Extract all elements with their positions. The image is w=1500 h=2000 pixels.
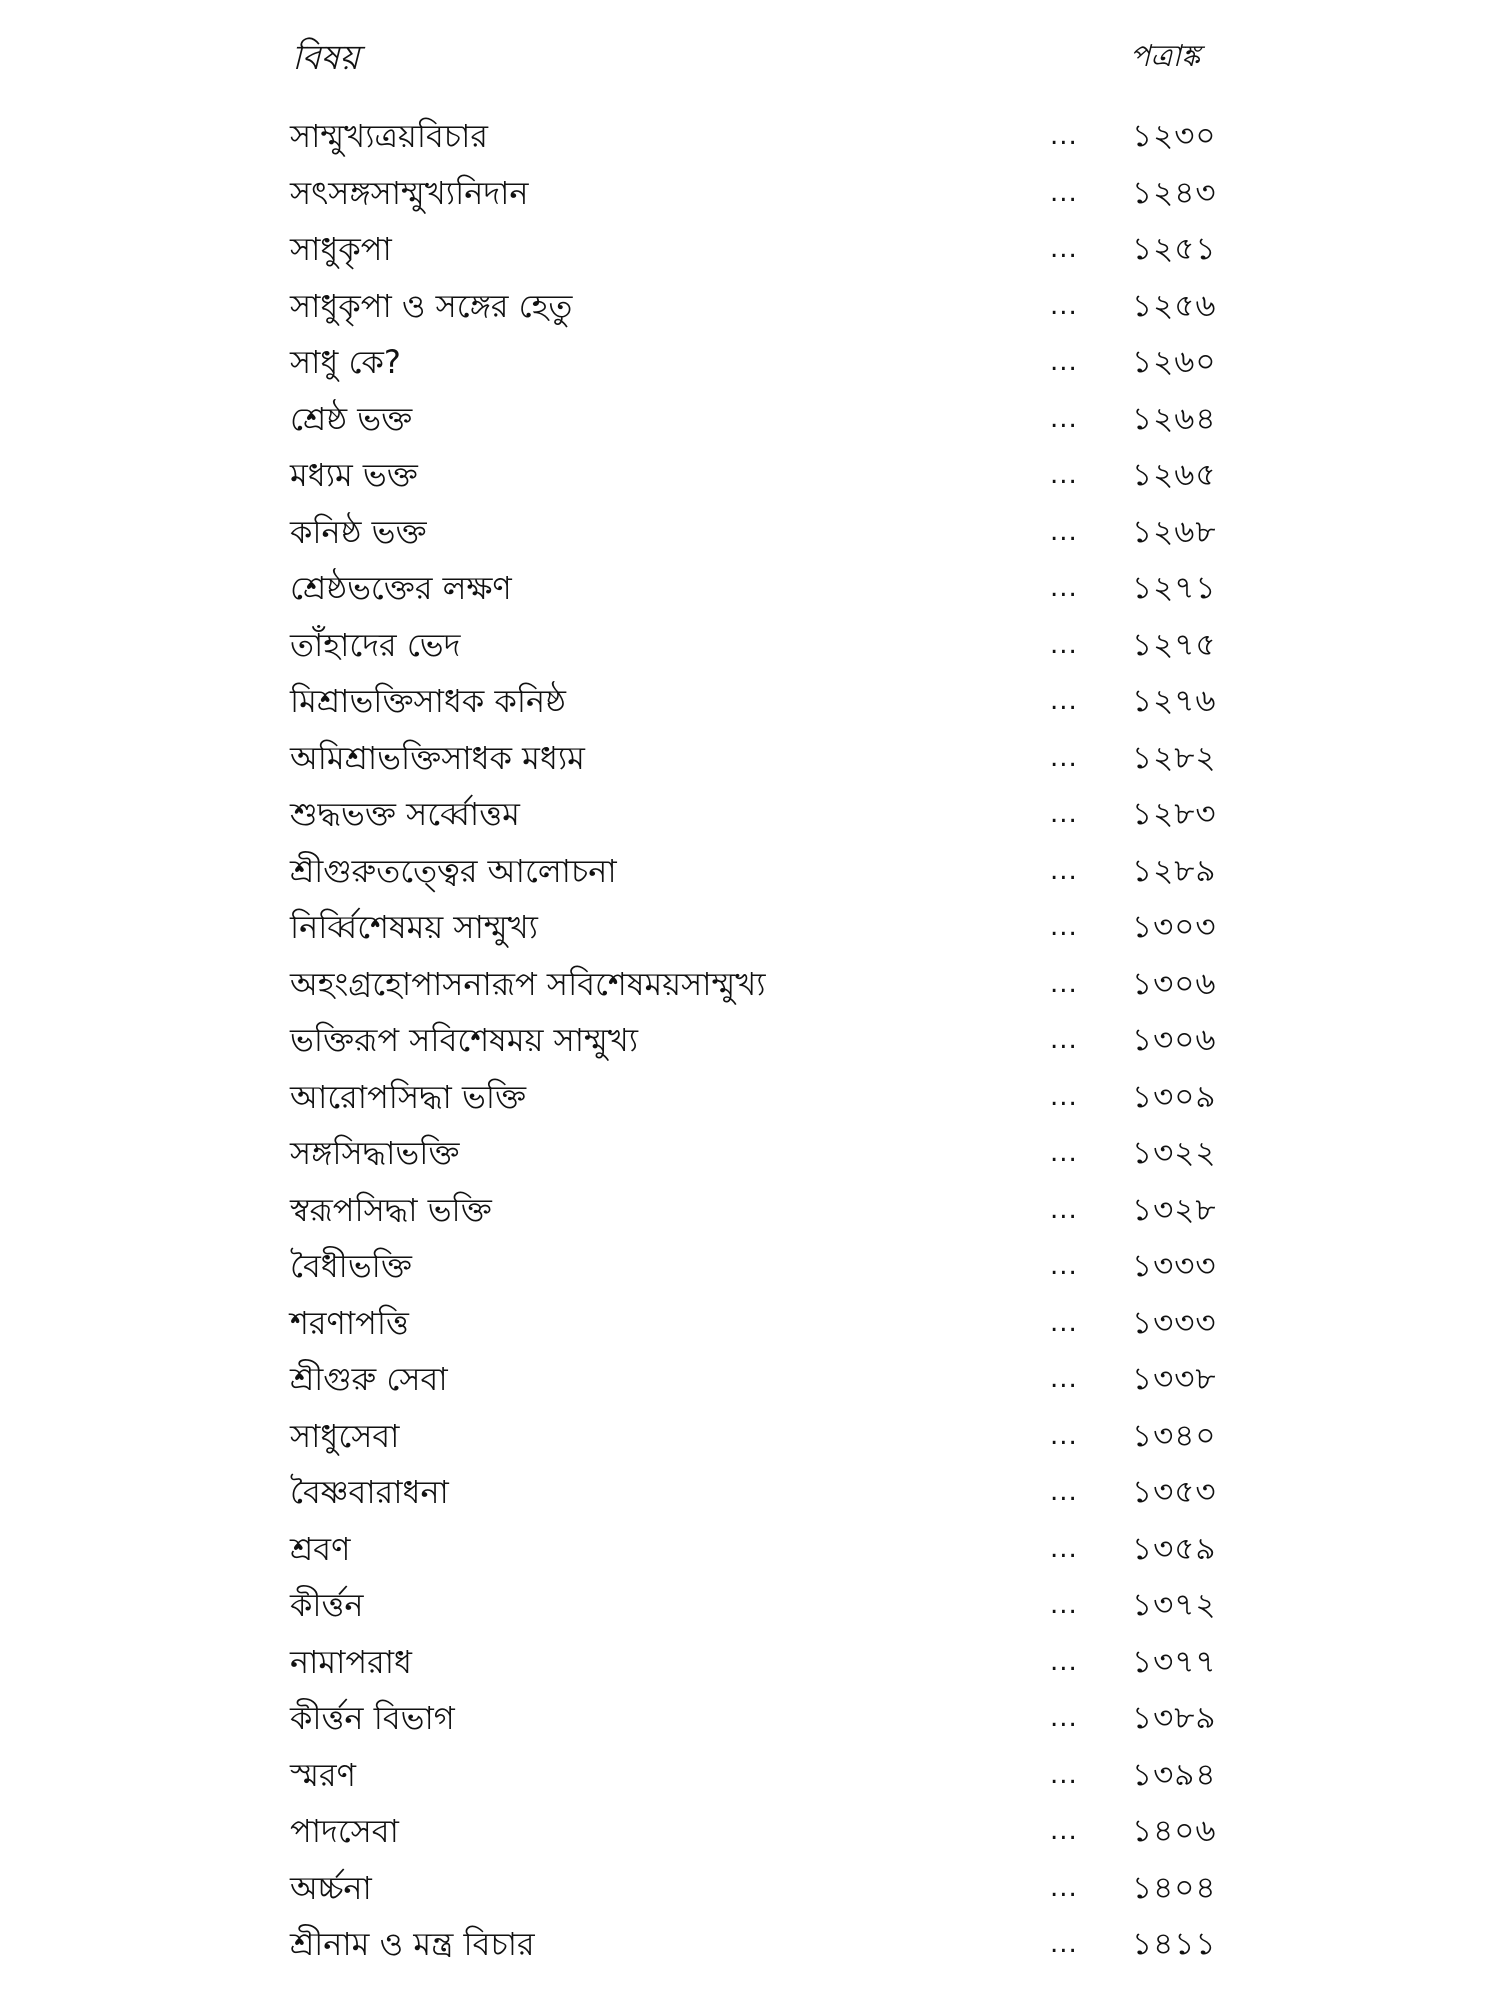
toc-entry-page-number: ১৪০৬ (1132, 1813, 1217, 1849)
toc-entry-title: শ্রেষ্ঠভক্তের লক্ষণ (290, 569, 512, 607)
toc-entry (0, 1638, 1500, 1695)
dot-leader: ... (1050, 234, 1078, 264)
dot-leader: ... (1050, 1929, 1078, 1959)
toc-entry-title: শুদ্ধভক্ত সর্ব্বোত্তম (290, 795, 520, 833)
toc-entry-page-number: ১৩৭২ (1132, 1587, 1217, 1623)
toc-entry (0, 508, 1500, 565)
toc-entry (0, 677, 1500, 734)
toc-entry-page-number: ১৪০৪ (1132, 1869, 1217, 1906)
toc-entry-page-number: ১২৮২ (1132, 739, 1217, 776)
toc-entry-title: ভক্তিরূপ সবিশেষময় সাম্মুখ্য (290, 1021, 639, 1059)
dot-leader: ... (1050, 855, 1078, 886)
toc-entry-title: নির্ব্বিশেষময় সাম্মুখ্য (290, 908, 538, 946)
toc-entry (0, 1751, 1500, 1808)
toc-entry (0, 225, 1500, 282)
toc-entry-page-number: ১৩৩৩ (1132, 1248, 1217, 1284)
dot-leader: ... (1050, 1533, 1078, 1564)
toc-entry (0, 1412, 1500, 1469)
toc-entry-page-number: ১২৫১ (1132, 231, 1217, 267)
toc-entry-page-number: ১২৭১ (1132, 570, 1217, 606)
toc-entry-page-number: ১২৪৩ (1132, 174, 1217, 211)
toc-entry (0, 1920, 1500, 1977)
toc-entry (0, 1129, 1500, 1186)
toc-entry-title: বৈধীভক্তি (290, 1247, 412, 1285)
toc-entry (0, 564, 1500, 621)
toc-entry-page-number: ১৩০৬ (1132, 965, 1217, 1002)
toc-entry-title: মিশ্রাভক্তিসাধক কনিষ্ঠ (290, 682, 566, 720)
toc-entry-title: সাধুকৃপা ও সঙ্গের হেতু (290, 286, 573, 325)
toc-entry-page-number: ১৩২৮ (1132, 1191, 1217, 1228)
dot-leader: ... (1050, 912, 1078, 942)
toc-entry (0, 1016, 1500, 1073)
toc-entry-title: অহংগ্রহোপাসনারূপ সবিশেষময়সাম্মুখ্য (290, 964, 766, 1003)
toc-entry-page-number: ১৩৪০ (1132, 1417, 1217, 1454)
toc-entry-title: অর্চ্চনা (290, 1868, 372, 1907)
dot-leader: ... (1050, 403, 1078, 434)
toc-entry-page-number: ১২৬৮ (1132, 513, 1217, 550)
toc-entry (0, 960, 1500, 1017)
toc-entry-page-number: ১৩০৩ (1132, 909, 1217, 945)
toc-entry (0, 1242, 1500, 1299)
toc-entry-page-number: ১৩৫৯ (1132, 1530, 1217, 1567)
toc-entry-title: শ্রীগুরুতত্ত্বের আলোচনা (290, 851, 617, 890)
toc-entry-title: কীর্ত্তন বিভাগ (290, 1699, 455, 1737)
toc-entry-page-number: ১২৮৩ (1132, 796, 1217, 832)
toc-entry (0, 1299, 1500, 1356)
toc-entry-title: শ্রীগুরু সেবা (290, 1360, 448, 1398)
dot-leader: ... (1050, 290, 1078, 321)
toc-entry (0, 451, 1500, 508)
toc-entry-title: স্বরূপসিদ্ধা ভক্তি (290, 1190, 492, 1229)
toc-entry (0, 1864, 1500, 1921)
toc-entry (0, 734, 1500, 791)
toc-entry-title: পাদসেবা (290, 1812, 399, 1850)
toc-entry-title: শ্রবণ (290, 1529, 351, 1568)
page-column-header: পত্রাঙ্ক (1130, 39, 1200, 74)
toc-entry (0, 169, 1500, 226)
dot-leader: ... (1050, 1025, 1078, 1055)
toc-entry-title: সাধুকৃপা (290, 230, 392, 268)
toc-entry (0, 1186, 1500, 1243)
toc-entry-page-number: ১৩৮৯ (1132, 1700, 1217, 1736)
toc-entry-page-number: ১২৭৫ (1132, 626, 1217, 663)
toc-entry-page-number: ১৪১১ (1132, 1926, 1217, 1962)
toc-entry (0, 790, 1500, 847)
toc-entry (0, 395, 1500, 452)
toc-entry-page-number: ১২৬৪ (1132, 400, 1217, 437)
dot-leader: ... (1050, 1307, 1078, 1338)
dot-leader: ... (1050, 347, 1078, 377)
dot-leader: ... (1050, 1646, 1078, 1677)
toc-entry-title: সৎসঙ্গসাম্মুখ্যনিদান (290, 173, 529, 212)
toc-entry-page-number: ১২৬৫ (1132, 457, 1217, 493)
dot-leader: ... (1050, 1194, 1078, 1225)
toc-entry (0, 621, 1500, 678)
dot-leader: ... (1050, 1420, 1078, 1451)
toc-entry-page-number: ১৩৩৮ (1132, 1361, 1217, 1397)
dot-leader: ... (1050, 1251, 1078, 1281)
toc-entry-title: সঙ্গসিদ্ধাভক্তি (290, 1134, 460, 1172)
toc-entry-page-number: ১৩২২ (1132, 1135, 1217, 1171)
dot-leader: ... (1050, 1364, 1078, 1394)
toc-entry-page-number: ১৩৯৪ (1132, 1756, 1217, 1793)
toc-entry (0, 1525, 1500, 1582)
toc-entry-page-number: ১২৭৬ (1132, 683, 1217, 719)
toc-entry-page-number: ১২৩০ (1132, 118, 1217, 154)
dot-leader: ... (1050, 1703, 1078, 1733)
dot-leader: ... (1050, 1590, 1078, 1620)
dot-leader: ... (1050, 516, 1078, 547)
toc-entry-title: কনিষ্ঠ ভক্ত (290, 512, 427, 551)
toc-entry-title: সাধুসেবা (290, 1416, 400, 1455)
toc-entry (0, 1581, 1500, 1638)
toc-entry (0, 847, 1500, 904)
toc-entry (0, 903, 1500, 960)
toc-entry-title: মধ্যম ভক্ত (290, 456, 418, 494)
toc-entry-title: সাধু কে? (290, 343, 401, 381)
toc-entry-title: অমিশ্রাভক্তিসাধক মধ্যম (290, 738, 585, 777)
toc-entry (0, 1807, 1500, 1864)
toc-entry-title: সাম্মুখ্যত্রয়বিচার (290, 117, 488, 155)
dot-leader: ... (1050, 742, 1078, 773)
toc-entry-page-number: ১২৬০ (1132, 344, 1217, 380)
dot-leader: ... (1050, 460, 1078, 490)
toc-entry (0, 1694, 1500, 1751)
dot-leader: ... (1050, 1759, 1078, 1790)
toc-entry-title: তাঁহাদের ভেদ (290, 625, 461, 664)
toc-entry-title: শ্রীনাম ও মন্ত্র বিচার (290, 1925, 535, 1963)
toc-entry (0, 112, 1500, 169)
toc-entry (0, 282, 1500, 339)
dot-leader: ... (1050, 1081, 1078, 1112)
subject-column-header: বিষয় (292, 38, 360, 78)
dot-leader: ... (1050, 1138, 1078, 1168)
toc-entry (0, 338, 1500, 395)
dot-leader: ... (1050, 1872, 1078, 1903)
toc-entry-title: বৈষ্ণবারাধনা (290, 1473, 449, 1511)
toc-entry-title: আরোপসিদ্ধা ভক্তি (290, 1077, 527, 1116)
dot-leader: ... (1050, 177, 1078, 208)
dot-leader: ... (1050, 573, 1078, 603)
dot-leader: ... (1050, 1477, 1078, 1507)
toc-entry-title: স্মরণ (290, 1755, 356, 1794)
toc-entry-title: নামাপরাধ (290, 1642, 412, 1681)
dot-leader: ... (1050, 968, 1078, 999)
toc-entry-page-number: ১৩৩৩ (1132, 1304, 1217, 1341)
toc-entry-page-number: ১৩০৯ (1132, 1078, 1217, 1115)
dot-leader: ... (1050, 629, 1078, 660)
toc-entry (0, 1073, 1500, 1130)
dot-leader: ... (1050, 686, 1078, 716)
toc-entry (0, 1468, 1500, 1525)
toc-entry-page-number: ১২৮৯ (1132, 852, 1217, 889)
toc-entry-page-number: ১৩০৬ (1132, 1022, 1217, 1058)
toc-entry-title: শ্রেষ্ঠ ভক্ত (290, 399, 413, 438)
toc-entry-page-number: ১৩৫৩ (1132, 1474, 1217, 1510)
toc-entry-page-number: ১৩৭৭ (1132, 1643, 1217, 1680)
toc-list (0, 112, 1500, 1977)
toc-entry (0, 1355, 1500, 1412)
toc-entry-title: শরণাপত্তি (290, 1303, 409, 1342)
dot-leader: ... (1050, 121, 1078, 151)
toc-entry-title: কীর্ত্তন (290, 1586, 364, 1624)
dot-leader: ... (1050, 1816, 1078, 1846)
toc-entry-page-number: ১২৫৬ (1132, 287, 1217, 324)
dot-leader: ... (1050, 799, 1078, 829)
